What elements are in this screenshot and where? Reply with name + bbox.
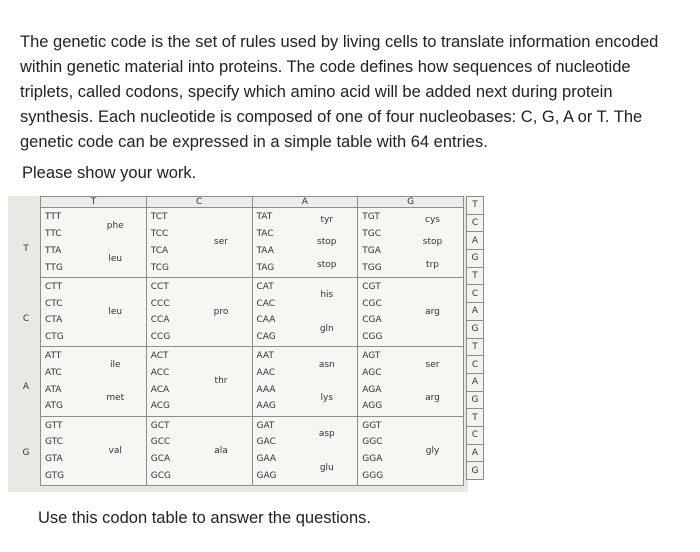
codon: ATT xyxy=(45,351,62,362)
codon: CTT xyxy=(45,281,63,292)
codon: GTC xyxy=(45,437,63,448)
codon: TGC xyxy=(362,229,382,240)
codon: GCA xyxy=(150,454,171,465)
codon: ATG xyxy=(45,401,63,412)
codon: AAA xyxy=(256,384,276,395)
codon: GCC xyxy=(150,437,171,448)
amino-acid: stop xyxy=(317,237,337,248)
first-base-label: G xyxy=(22,448,30,458)
codon: CAA xyxy=(256,315,276,326)
codon-cell xyxy=(41,347,147,416)
codon: TCA xyxy=(150,245,169,256)
codon: CTG xyxy=(45,332,64,342)
codon: TCC xyxy=(150,229,169,240)
codon-cell xyxy=(358,347,464,416)
amino-acid: ala xyxy=(214,445,228,456)
codon-cell xyxy=(41,416,147,485)
third-base-label: A xyxy=(466,232,484,250)
codon: TGA xyxy=(362,245,381,256)
second-base-label: G xyxy=(358,197,464,208)
codon-cell xyxy=(41,208,147,277)
amino-acid: asp xyxy=(318,429,335,440)
codon: TAC xyxy=(256,229,274,240)
codon-cell xyxy=(252,208,358,277)
second-base-label: A xyxy=(252,197,358,208)
codon: CAG xyxy=(256,332,276,342)
third-base-label: A xyxy=(466,303,484,321)
amino-acid: tyr xyxy=(320,215,334,226)
codon: GAC xyxy=(256,437,276,448)
codon: ATC xyxy=(45,367,62,378)
codon: AGA xyxy=(362,384,382,395)
amino-acid: ser xyxy=(214,237,228,248)
amino-acid: lys xyxy=(320,393,334,404)
codon: TTA xyxy=(45,245,62,256)
codon-cell xyxy=(358,277,464,346)
codon: CTA xyxy=(45,315,63,326)
codon: AAC xyxy=(256,367,276,378)
table-row xyxy=(41,208,464,277)
first-base-label: C xyxy=(22,314,30,324)
third-base-label: G xyxy=(466,321,484,339)
codon-cell xyxy=(146,277,252,346)
codon-cell xyxy=(146,416,252,485)
codon: CGC xyxy=(362,298,382,309)
codon-cell xyxy=(358,208,464,277)
amino-acid: his xyxy=(320,290,334,301)
third-base-label: T xyxy=(466,268,484,286)
codon-cell xyxy=(358,416,464,485)
codon: CGG xyxy=(362,332,383,342)
codon: AAT xyxy=(256,351,274,362)
amino-acid: met xyxy=(106,393,125,404)
codon-cell xyxy=(252,277,358,346)
prompt-text: Please show your work. xyxy=(22,164,197,182)
codon: TAA xyxy=(256,245,274,256)
third-base-label: T xyxy=(466,409,484,427)
amino-acid: ser xyxy=(425,359,440,370)
codon: ACG xyxy=(150,401,171,412)
codon: CCA xyxy=(150,315,170,326)
codon: GTA xyxy=(45,454,63,465)
amino-acid: asn xyxy=(318,359,335,370)
first-base-label: A xyxy=(22,382,30,392)
codon: ATA xyxy=(45,384,62,395)
codon-table xyxy=(40,196,464,486)
third-base-label: C xyxy=(466,215,484,233)
amino-acid: arg xyxy=(425,393,440,404)
amino-acid: gln xyxy=(319,323,334,334)
codon: GGT xyxy=(362,420,382,431)
codon: TTG xyxy=(45,262,63,273)
amino-acid: arg xyxy=(425,306,440,317)
second-base-label: C xyxy=(146,197,252,208)
codon: CAC xyxy=(256,298,276,309)
third-base-label: T xyxy=(466,339,484,357)
codon: GAA xyxy=(256,454,277,465)
third-base-label: G xyxy=(466,250,484,268)
amino-acid: thr xyxy=(214,376,228,387)
codon: TCT xyxy=(150,212,168,223)
third-base-label: A xyxy=(466,445,484,463)
amino-acid: cys xyxy=(425,215,440,226)
codon: TTC xyxy=(45,229,62,240)
amino-acid: trp xyxy=(426,259,439,270)
codon: CGT xyxy=(362,281,381,292)
codon: GGG xyxy=(362,470,384,481)
codon: GCT xyxy=(150,420,170,431)
amino-acid: leu xyxy=(108,254,123,265)
first-base-label: T xyxy=(23,244,29,254)
codon: CCT xyxy=(150,281,169,292)
codon: CAT xyxy=(256,281,274,292)
codon: TAG xyxy=(256,262,275,273)
codon: AGG xyxy=(362,401,383,412)
codon: TGG xyxy=(362,262,382,273)
codon: GAT xyxy=(256,420,275,431)
third-base-label: C xyxy=(466,356,484,374)
codon: GGC xyxy=(362,437,383,448)
codon-cell xyxy=(146,347,252,416)
third-base-label: T xyxy=(466,196,484,215)
codon: TTT xyxy=(45,212,62,223)
amino-acid: glu xyxy=(319,462,334,473)
codon: GTG xyxy=(45,470,65,481)
codon: AGT xyxy=(362,351,381,362)
amino-acid: val xyxy=(108,445,122,456)
third-base-label: G xyxy=(466,462,484,480)
amino-acid: pro xyxy=(213,306,229,317)
amino-acid: gly xyxy=(425,445,440,456)
table-row xyxy=(41,347,464,416)
codon-cell xyxy=(252,416,358,485)
codon-table-photo xyxy=(8,196,468,492)
amino-acid: ile xyxy=(110,359,121,370)
codon: ACA xyxy=(150,384,170,395)
codon: CCG xyxy=(150,332,171,342)
codon: GAG xyxy=(256,470,277,481)
amino-acid: stop xyxy=(317,259,337,270)
codon-cell xyxy=(252,347,358,416)
third-base-column xyxy=(466,196,484,480)
codon: TAT xyxy=(256,212,273,223)
codon-cell xyxy=(41,277,147,346)
codon: AAG xyxy=(256,401,276,412)
intro-paragraph: The genetic code is the set of rules used by living cells to translate information encoded within genetic material into proteins. The code defines how sequences of nucleotide triplets, called codons, specify which amino acid will be added next during protein synthesis. Each nucleotide is composed of one of four nucleobases: C, G, A or T. The genetic code can be expressed in a simple table with 64 entries. xyxy=(20,33,659,151)
amino-acid: leu xyxy=(108,306,123,317)
third-base-label: C xyxy=(466,285,484,303)
third-base-label: G xyxy=(466,392,484,410)
codon: GGA xyxy=(362,454,383,465)
codon: GCG xyxy=(150,470,171,481)
third-base-label: A xyxy=(466,374,484,392)
second-base-label: T xyxy=(41,197,147,208)
table-row xyxy=(41,416,464,485)
codon: AGC xyxy=(362,367,382,378)
third-base-label: C xyxy=(466,427,484,445)
codon: CCC xyxy=(150,298,170,309)
footer-text: Use this codon table to answer the questions. xyxy=(38,509,371,527)
codon-cell xyxy=(146,208,252,277)
codon: TGT xyxy=(362,212,380,223)
amino-acid: stop xyxy=(422,237,443,248)
codon: CTC xyxy=(45,298,63,309)
codon: GTT xyxy=(45,420,63,431)
amino-acid: phe xyxy=(106,220,124,231)
codon: ACT xyxy=(150,351,169,362)
codon: CGA xyxy=(362,315,382,326)
codon: TCG xyxy=(150,262,169,273)
codon: ACC xyxy=(150,367,170,378)
table-row xyxy=(41,277,464,346)
